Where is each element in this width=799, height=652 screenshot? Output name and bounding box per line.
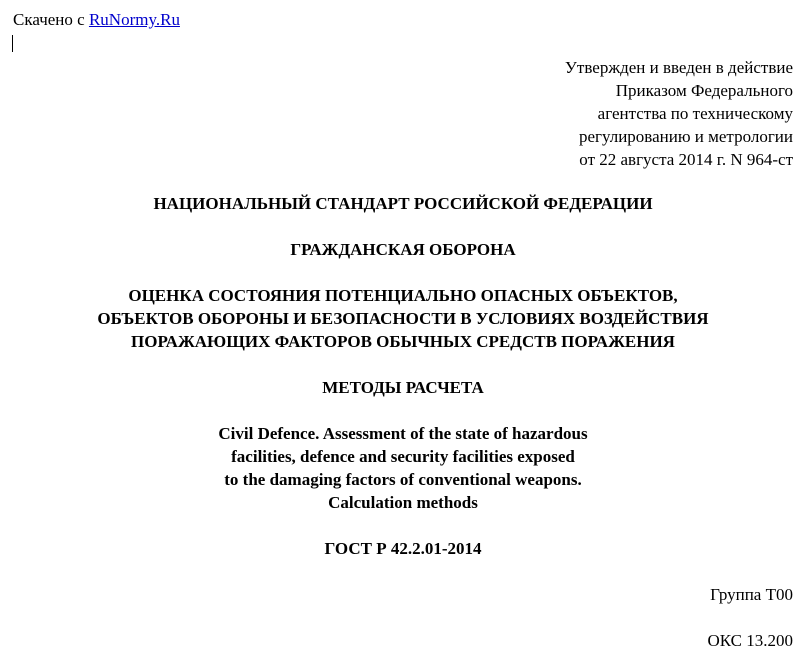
document-title [0,284,799,353]
approval-line: агентства по техническому [597,104,793,123]
approval-line: Приказом Федерального [615,81,793,100]
english-title [0,422,799,514]
download-prefix: Скачено с [13,10,89,29]
gost-code [0,537,799,560]
gost-code-text: ГОСТ Р 42.2.01-2014 [324,539,482,558]
download-source-line [13,9,180,31]
english-title-line: Calculation methods [328,493,478,512]
english-title-line: to the damaging factors of conventional weapons. [224,470,582,489]
standard-heading [0,192,799,215]
approval-block [565,56,793,171]
approval-line: регулированию и метрологии [578,127,793,146]
text-cursor [12,35,13,52]
civil-defence-heading-text: ГРАЖДАНСКАЯ ОБОРОНА [290,240,516,259]
civil-defence-heading [0,238,799,261]
group-classification: Группа Т00 [710,585,793,604]
title-line: ОБЪЕКТОВ ОБОРОНЫ И БЕЗОПАСНОСТИ В УСЛОВИЯХ ВОЗДЕЙСТВИЯ [97,309,709,328]
approval-line: от 22 августа 2014 г. N 964-ст [579,150,793,169]
methods-heading-text: МЕТОДЫ РАСЧЕТА [322,378,484,397]
standard-heading-text: НАЦИОНАЛЬНЫЙ СТАНДАРТ РОССИЙСКОЙ ФЕДЕРАЦИИ [153,194,653,213]
english-title-line: Civil Defence. Assessment of the state of hazardous [218,424,588,443]
runormy-link[interactable]: RuNormy.Ru [88,10,180,29]
approval-line: Утвержден и введен в действие [564,58,793,77]
methods-heading [0,376,799,399]
oks-classification: ОКС 13.200 [707,631,793,650]
english-title-line: facilities, defence and security facilities exposed [231,447,575,466]
title-line: ПОРАЖАЮЩИХ ФАКТОРОВ ОБЫЧНЫХ СРЕДСТВ ПОРАЖЕНИЯ [131,332,675,351]
title-line: ОЦЕНКА СОСТОЯНИЯ ПОТЕНЦИАЛЬНО ОПАСНЫХ ОБЪЕКТОВ, [128,286,678,305]
